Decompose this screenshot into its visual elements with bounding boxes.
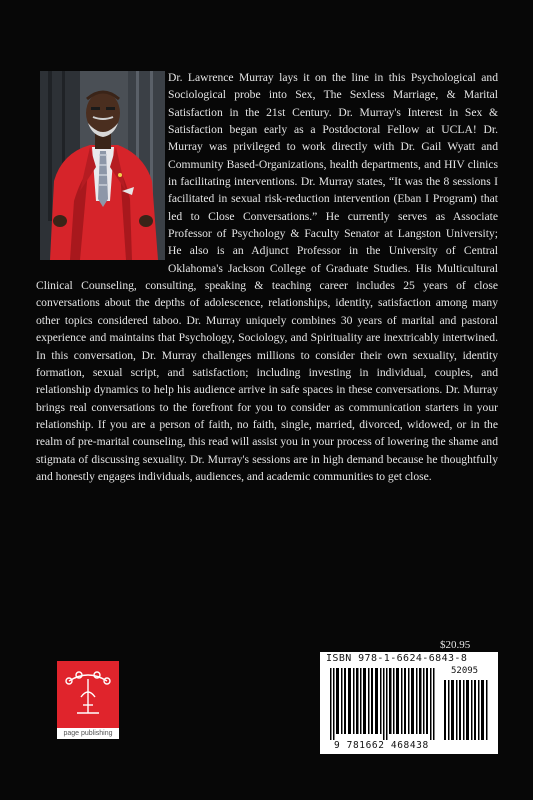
author-blurb [36,69,498,485]
price-label: $20.95 [440,639,471,651]
barcode-ean-number: 9 781662 468438 [334,740,429,751]
isbn-barcode [320,652,498,754]
barcode-addon-number: 52095 [451,666,479,676]
isbn-label: ISBN 978-1-6624-6843-8 [326,653,468,664]
publisher-name: page publishing [63,730,113,737]
photo-wrap-spacer [36,69,168,263]
publisher-mark-icon [61,667,115,723]
publisher-logo [57,661,119,739]
blurb-text: Dr. Lawrence Murray lays it on the line in this Psychological and Sociological probe into Sex, The Sexless Marriage, & Marital Satisfaction in the 21st Century. Dr. Murray's Interest in Sex & Satisfaction began early as a Postdoctoral Fellow at UCLA! Dr. Murray was privileged to work directly with Dr. Gail Wyatt and Community Based-Organizations, health departments, and HIV clinics in facilitating interventions. Dr. Murray states, “It was the 8 sessions I facilitated in sexual risk-reduction intervention (Eban I Program) that led to Close Conversations.” He currently serves as Associate Professor of Psychology & Faculty Senator at Langston University; He also is an Adjunct Professor in the University of Central Oklahoma's Jackson College of Graduate Studies. His Multicultural Clinical Counseling, consulting, speaking & teaching career includes 25 years of close conversations about the depths of adolescence, relationships, identity, satisfaction among many other topics considered taboo. Dr. Murray uniquely combines 30 years of marital and pastoral experience and maintains that Psychology, Sociology, and Spirituality are inextricably intertwined. In this conversation, Dr. Murray challenges millions to consider their own sexuality, identity formation, sexual script, and satisfaction; including investing in individual, couples, and relationship dynamics to help his audience arrive in safe spaces in these conversations. Dr. Murray brings real conversations to the forefront for you to consider as communication starters in your relationship. If you are a person of faith, no faith, single, married, divorced, widowed, or in the realm of pre-marital counseling, this read will assist you in your process of lowering the shame and stigmata of discussing sexuality. Dr. Murray's sessions are in high demand because he thoughtfully and honestly engages individuals, audiences, and academic communities to get close. [36,71,498,483]
barcode-bars [328,668,492,740]
